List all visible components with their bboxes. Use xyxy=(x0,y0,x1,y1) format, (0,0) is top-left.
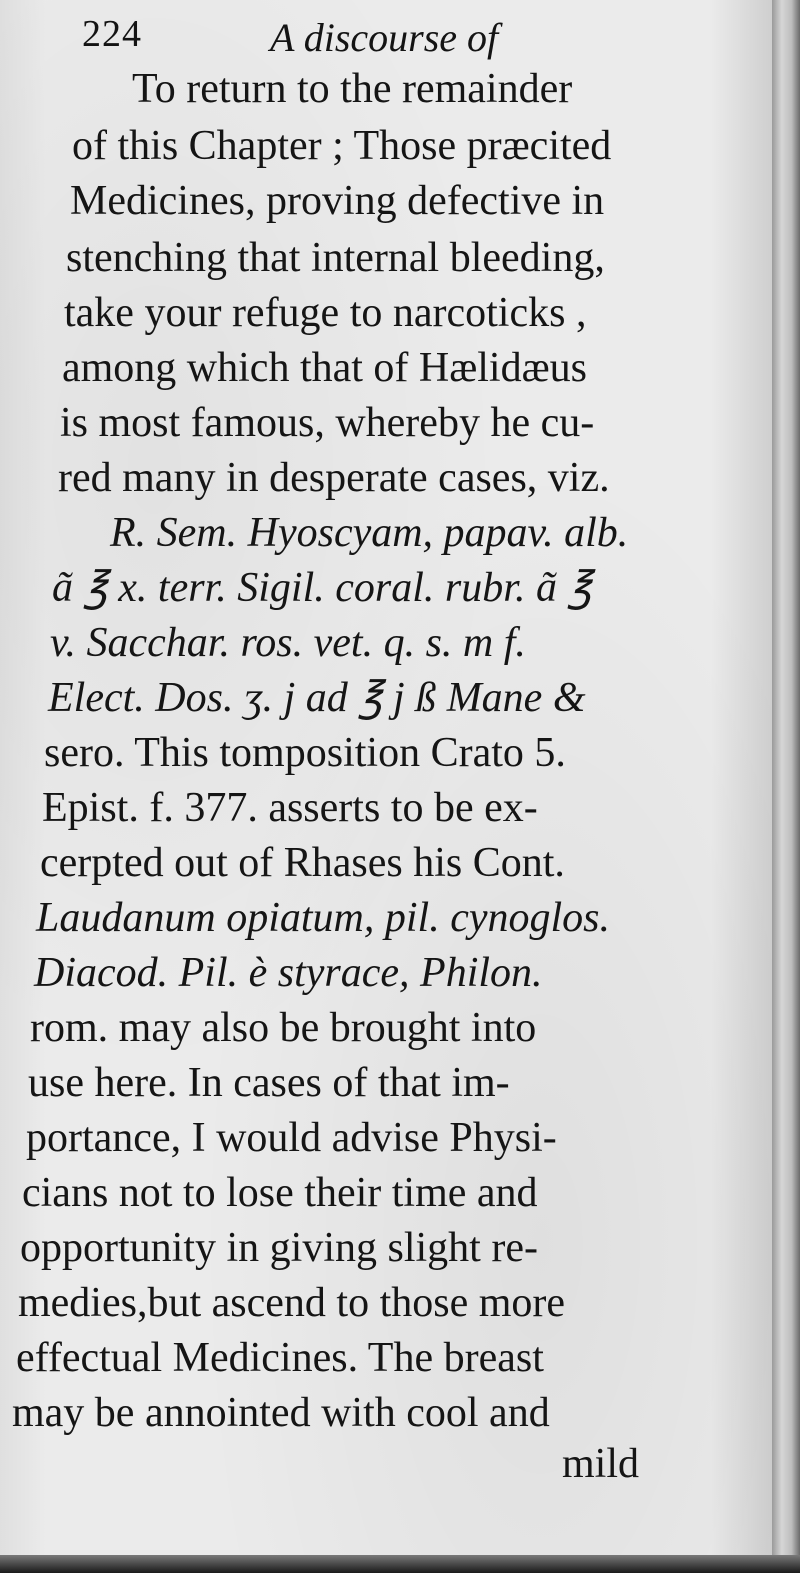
text-line-12: Elect. Dos. ʒ. j ad ℥ j ß Mane & xyxy=(48,675,586,721)
text-line-11: v. Sacchar. ros. vet. q. s. m f. xyxy=(50,620,526,666)
text-line-21: cians not to lose their time and xyxy=(22,1170,538,1216)
page-gutter xyxy=(772,0,800,1573)
page-number: 224 xyxy=(82,13,142,55)
text-line-24: effectual Medicines. The breast xyxy=(16,1335,544,1381)
text-line-14: Epist. f. 377. asserts to be ex- xyxy=(42,785,538,831)
page-header xyxy=(82,12,682,62)
text-line-16: Laudanum opiatum, pil. cynoglos. xyxy=(36,895,610,941)
text-line-1: To return to the remainder xyxy=(132,66,573,112)
text-line-8: red many in desperate cases, viz. xyxy=(58,455,610,501)
text-line-17: Diacod. Pil. è styrace, Philon. xyxy=(34,950,543,996)
text-line-25: may be annointed with cool and xyxy=(12,1390,550,1436)
text-line-20: portance, I would advise Physi- xyxy=(26,1115,557,1161)
text-line-7: is most famous, whereby he cu- xyxy=(60,400,595,446)
text-line-10: ã ℥ x. terr. Sigil. coral. rubr. ã ℥ xyxy=(52,565,592,611)
catchword: mild xyxy=(562,1441,640,1487)
text-line-4: stenching that internal bleeding, xyxy=(66,235,605,281)
text-line-13: sero. This tomposition Crato 5. xyxy=(44,730,566,776)
page-bottom-edge xyxy=(0,1555,800,1573)
running-head: A discourse of xyxy=(270,15,499,60)
text-line-22: opportunity in giving slight re- xyxy=(20,1225,538,1271)
text-line-3: Medicines, proving defective in xyxy=(70,178,605,224)
text-line-15: cerpted out of Rhases his Cont. xyxy=(40,840,565,886)
text-line-23: medies,but ascend to those more xyxy=(18,1280,566,1326)
text-line-2: of this Chapter ; Those præcited xyxy=(72,123,612,169)
text-line-6: among which that of Hælidæus xyxy=(62,345,587,391)
text-line-19: use here. In cases of that im- xyxy=(28,1060,510,1106)
text-line-5: take your refuge to narcoticks , xyxy=(64,290,587,336)
text-line-18: rom. may also be brought into xyxy=(30,1005,537,1051)
text-line-9: R. Sem. Hyoscyam, papav. alb. xyxy=(110,510,629,556)
